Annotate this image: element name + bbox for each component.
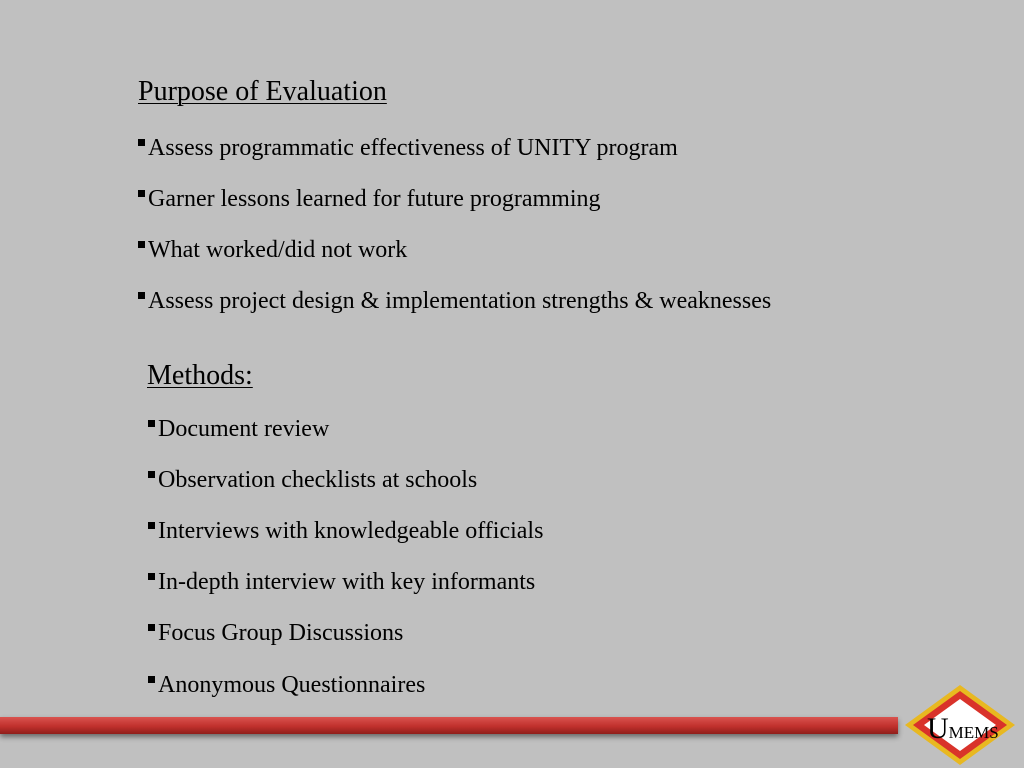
bottom-bar [0, 717, 898, 734]
square-bullet-icon [148, 471, 155, 478]
square-bullet-icon [148, 522, 155, 529]
square-bullet-icon [148, 624, 155, 631]
list-item: Garner lessons learned for future programming [138, 183, 601, 216]
square-bullet-icon [138, 241, 145, 248]
square-bullet-icon [148, 420, 155, 427]
square-bullet-icon [148, 676, 155, 683]
list-item: Assess programmatic effectiveness of UNITY program [138, 132, 678, 165]
list-item: Observation checklists at schools [148, 464, 477, 497]
square-bullet-icon [148, 573, 155, 580]
methods-heading: Methods: [147, 360, 253, 391]
list-item: What worked/did not work [138, 234, 407, 267]
square-bullet-icon [138, 292, 145, 299]
list-item: In-depth interview with key informants [148, 566, 535, 599]
list-item: Assess project design & implementation strengths & weaknesses [138, 285, 778, 318]
square-bullet-icon [138, 139, 145, 146]
list-item: Document review [148, 413, 329, 446]
purpose-heading: Purpose of Evaluation [138, 76, 387, 107]
square-bullet-icon [138, 190, 145, 197]
list-item: Anonymous Questionnaires [148, 669, 425, 702]
logo-text: UMEMS [927, 712, 999, 745]
list-item: Interviews with knowledgeable officials [148, 515, 543, 548]
list-item: Focus Group Discussions [148, 617, 403, 650]
